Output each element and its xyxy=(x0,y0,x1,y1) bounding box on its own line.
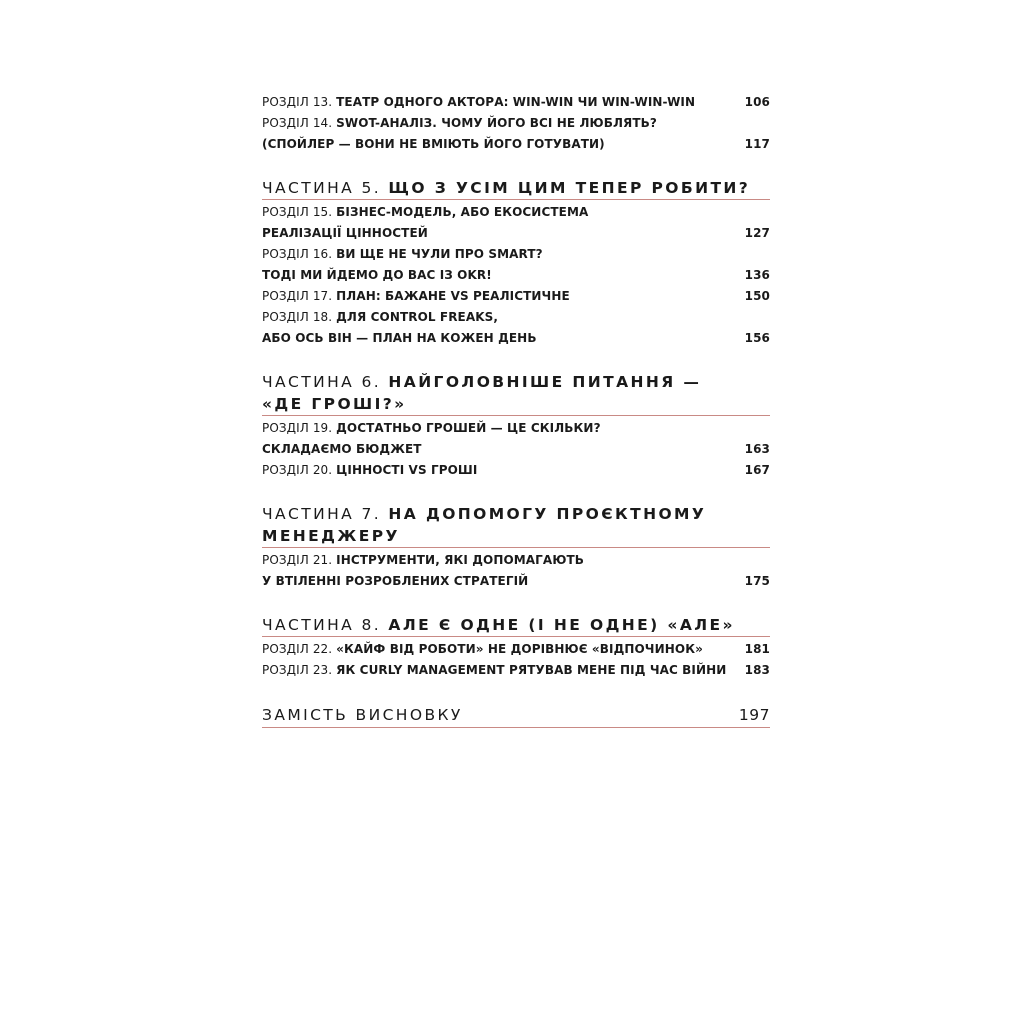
part-heading-8 xyxy=(262,614,770,637)
chapter-title: ТЕАТР ОДНОГО АКТОРА: WIN-WIN ЧИ WIN-WIN-WIN xyxy=(336,95,696,109)
chapter-title-line2: ТОДІ МИ ЙДЕМО ДО ВАС ІЗ OKR! xyxy=(262,268,492,282)
page-number: 127 xyxy=(744,226,770,240)
chapter-title-line2: АБО ОСЬ ВІН — ПЛАН НА КОЖЕН ДЕНЬ xyxy=(262,331,537,345)
chapter-title: ДЛЯ CONTROL FREAKS, xyxy=(336,310,499,324)
chapter-title: ЯК CURLY MANAGEMENT РЯТУВАВ МЕНЕ ПІД ЧАС ВІЙНИ xyxy=(336,663,727,677)
page-number: 167 xyxy=(744,463,770,477)
part-title: АЛЕ Є ОДНЕ (І НЕ ОДНЕ) «АЛЕ» xyxy=(388,616,735,634)
chapter-title-line2: У ВТІЛЕННІ РОЗРОБЛЕНИХ СТРАТЕГІЙ xyxy=(262,574,529,588)
toc-entry-chapter-21 xyxy=(262,550,770,592)
chapter-prefix: РОЗДІЛ 14. xyxy=(262,116,337,130)
part-title: НА ДОПОМОГУ ПРОЄКТНОМУ xyxy=(388,505,707,523)
page-number: 136 xyxy=(744,268,770,282)
table-of-contents xyxy=(262,92,770,728)
chapter-prefix: РОЗДІЛ 21. xyxy=(262,553,337,567)
page-number: 117 xyxy=(744,137,770,151)
chapter-title: SWOT-АНАЛІЗ. ЧОМУ ЙОГО ВСІ НЕ ЛЮБЛЯТЬ? xyxy=(336,116,657,130)
chapter-prefix: РОЗДІЛ 15. xyxy=(262,205,337,219)
part-title: НАЙГОЛОВНІШЕ ПИТАННЯ — xyxy=(388,373,702,391)
chapter-prefix: РОЗДІЛ 20. xyxy=(262,463,337,477)
toc-entry-chapter-17 xyxy=(262,286,770,307)
page-number: 156 xyxy=(744,331,770,345)
part-prefix: ЧАСТИНА 7. xyxy=(262,505,389,523)
page-number: 163 xyxy=(744,442,770,456)
chapter-title: БІЗНЕС-МОДЕЛЬ, АБО ЕКОСИСТЕМА xyxy=(336,205,589,219)
toc-entry-chapter-15 xyxy=(262,202,770,244)
chapter-title-line2: РЕАЛІЗАЦІЇ ЦІННОСТЕЙ xyxy=(262,226,428,240)
toc-entry-chapter-13 xyxy=(262,92,770,113)
chapter-title: «КАЙФ ВІД РОБОТИ» НЕ ДОРІВНЮЄ «ВІДПОЧИНОК» xyxy=(336,642,703,656)
conclusion-title: ЗАМІСТЬ ВИСНОВКУ xyxy=(262,706,463,724)
chapter-title-line2: (СПОЙЛЕР — ВОНИ НЕ ВМІЮТЬ ЙОГО ГОТУВАТИ) xyxy=(262,137,605,151)
part-prefix: ЧАСТИНА 6. xyxy=(262,373,389,391)
part-prefix: ЧАСТИНА 5. xyxy=(262,179,389,197)
page-number: 181 xyxy=(744,642,770,656)
page-number: 183 xyxy=(744,663,770,677)
part-title: ЩО З УСІМ ЦИМ ТЕПЕР РОБИТИ? xyxy=(388,179,751,197)
part-title-line2: МЕНЕДЖЕРУ xyxy=(262,527,400,545)
toc-entry-chapter-23 xyxy=(262,660,770,681)
part-prefix: ЧАСТИНА 8. xyxy=(262,616,389,634)
part-heading-5 xyxy=(262,177,770,200)
part-title-line2: «ДЕ ГРОШІ?» xyxy=(262,395,407,413)
chapter-title: ЦІННОСТІ VS ГРОШІ xyxy=(336,463,478,477)
chapter-prefix: РОЗДІЛ 23. xyxy=(262,663,337,677)
page-number: 106 xyxy=(744,95,770,109)
chapter-title: ВИ ЩЕ НЕ ЧУЛИ ПРО SMART? xyxy=(336,247,543,261)
page-number: 197 xyxy=(738,706,770,724)
chapter-prefix: РОЗДІЛ 13. xyxy=(262,95,337,109)
toc-entry-chapter-19 xyxy=(262,418,770,460)
toc-entry-chapter-16 xyxy=(262,244,770,286)
toc-entry-chapter-20 xyxy=(262,460,770,481)
chapter-title: ДОСТАТНЬО ГРОШЕЙ — ЦЕ СКІЛЬКИ? xyxy=(336,421,601,435)
chapter-title: ІНСТРУМЕНТИ, ЯКІ ДОПОМАГАЮТЬ xyxy=(336,553,585,567)
toc-entry-chapter-22 xyxy=(262,639,770,660)
page-number: 175 xyxy=(744,574,770,588)
chapter-prefix: РОЗДІЛ 22. xyxy=(262,642,337,656)
chapter-title-line2: СКЛАДАЄМО БЮДЖЕТ xyxy=(262,442,422,456)
chapter-prefix: РОЗДІЛ 16. xyxy=(262,247,337,261)
chapter-prefix: РОЗДІЛ 18. xyxy=(262,310,337,324)
toc-entry-conclusion xyxy=(262,703,770,728)
part-heading-6 xyxy=(262,371,770,416)
toc-entry-chapter-18 xyxy=(262,307,770,349)
toc-entry-chapter-14 xyxy=(262,113,770,155)
chapter-prefix: РОЗДІЛ 17. xyxy=(262,289,337,303)
chapter-title: ПЛАН: БАЖАНЕ VS РЕАЛІСТИЧНЕ xyxy=(336,289,570,303)
part-heading-7 xyxy=(262,503,770,548)
chapter-prefix: РОЗДІЛ 19. xyxy=(262,421,337,435)
page-number: 150 xyxy=(744,289,770,303)
